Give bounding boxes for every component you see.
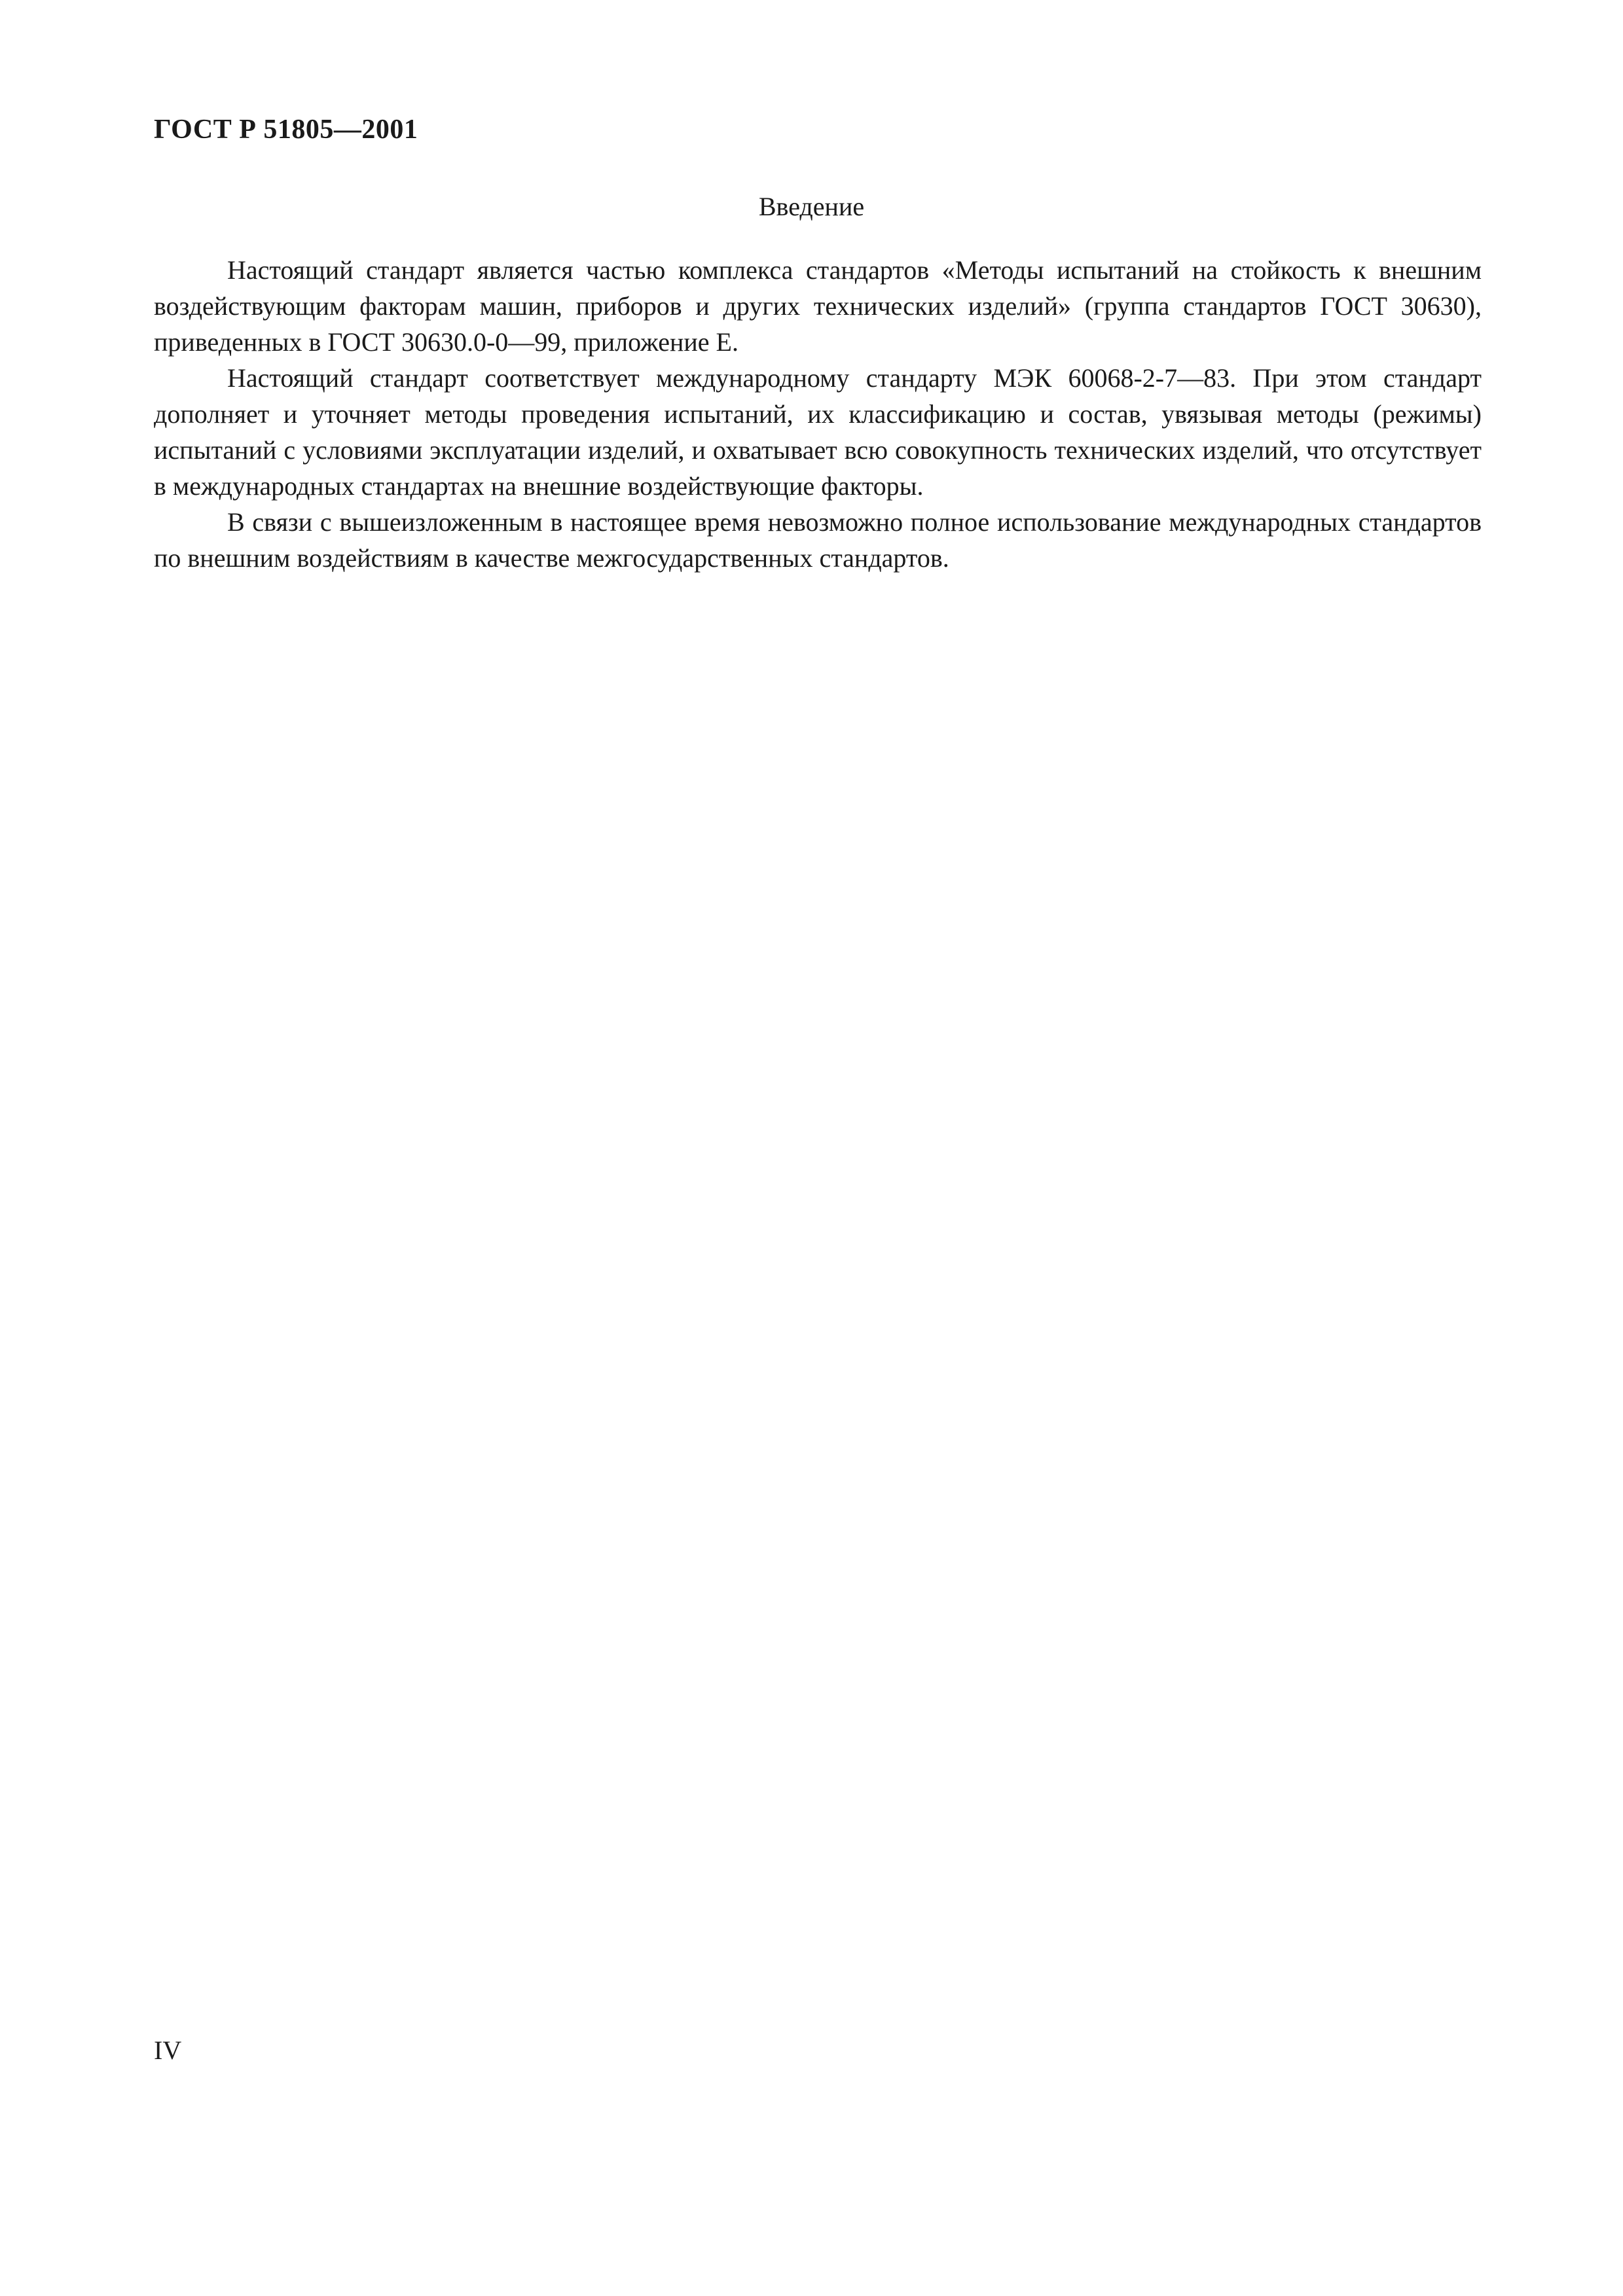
standard-code-header: ГОСТ Р 51805—2001 xyxy=(154,115,418,145)
introduction-body xyxy=(154,252,1482,576)
paragraph-3: В связи с вышеизложенным в настоящее время невозможно полное использование международных стандартов по внешним воздействиям в качестве межгосударственных стандартов. xyxy=(154,507,1482,573)
paragraph-2: Настоящий стандарт соответствует международному стандарту МЭК 60068-2-7—83. При этом стандарт дополняет и уточняет методы проведения испытаний, их классификацию и состав, увязывая методы (режимы) испытаний с условиями эксплуатации изделий, и охватывает всю совокупность технических изделий, что отсутствует в международных стандартах на внешние воздействующие факторы. xyxy=(154,363,1482,501)
paragraph-1: Настоящий стандарт является частью комплекса стандартов «Методы испытаний на стойкость к внешним воздействующим факторам машин, приборов и других технических изделий» (группа стандартов ГОСТ 30630), приведенных в ГОСТ 30630.0-0—99, приложение Е. xyxy=(154,255,1482,357)
section-title: Введение xyxy=(758,192,865,221)
page-number: IV xyxy=(154,2036,182,2065)
